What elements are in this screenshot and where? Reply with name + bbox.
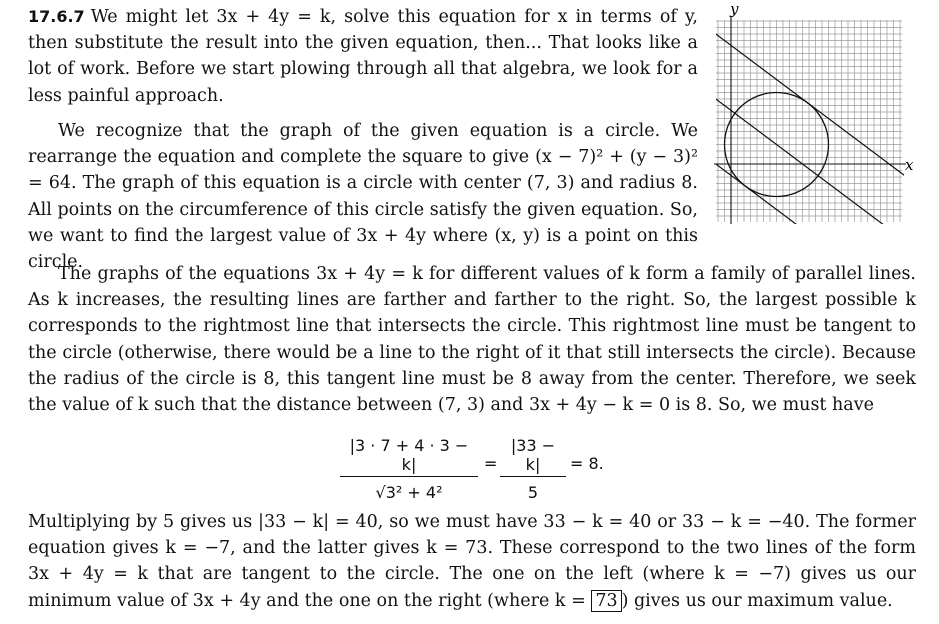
conclusion-text-before: Multiplying by 5 gives us |33 − k| = 40, so we must have 33 − k = 40 or 33 − k = −40. The former equation gives k = −7, and the latter gives k = 73. These correspond to the two lines of the form 3x + 4y = k that are tangent to the circle. The one on the left (where k = −7) gives us our minimum value of 3x + 4y and the one on the right (where k = — [28, 512, 916, 611]
grid-lines — [716, 20, 902, 222]
answer-box: 73 — [591, 590, 621, 612]
paragraph-circle: We recognize that the graph of the given equation is a circle. We rearrange the equation and complete the square to give (x − 7)² + (y − 3)² = 64. The graph of this equation is a circle with center (7, 3) and radius 8. All points on the circumference of this circle satisfy the given equation. So, we want to find the largest value of 3x + 4y where (x, y) is a point on this circle. — [28, 121, 698, 273]
equals-sign: = — [484, 454, 498, 473]
fraction-right-numerator: |33 − k| — [500, 436, 566, 477]
conclusion-text-after: ) gives us our maximum value. — [621, 590, 893, 611]
paragraph-intro-text: We might let 3x + 4y = k, solve this equation for x in terms of y, then substitute the result into the given equation, then... That looks like a lot of work. Before we start plowing through all that algebra, we look for a less painful approach. — [28, 7, 698, 106]
fraction-left-numerator: |3 · 7 + 4 · 3 − k| — [340, 436, 478, 477]
y-axis-label: y — [730, 0, 739, 18]
distance-equation — [340, 436, 610, 502]
fraction-left-denominator: √3² + 4² — [375, 483, 443, 502]
paragraph-intro — [28, 4, 698, 109]
equals-eight: = 8. — [570, 454, 604, 473]
paragraph-conclusion — [28, 509, 916, 614]
circle-graph — [710, 0, 920, 232]
problem-number: 17.6.7 — [28, 7, 85, 26]
fraction-right — [500, 436, 566, 502]
fraction-right-denominator: 5 — [527, 483, 539, 502]
paragraph-tangent: The graphs of the equations 3x + 4y = k for different values of k form a family of parallel lines. As k increases, the resulting lines are farther and farther to the right. So, the largest possible k corresponds to the rightmost line that intersects the circle. This rightmost line must be tangent to the circle (otherwise, there would be a line to the right of it that still intersects the circle). Because the radius of the circle is 8, this tangent line must be 8 away from the center. Therefore, we seek the value of k such that the distance between (7, 3) and 3x + 4y − k = 0 is 8. So, we must have — [28, 264, 916, 416]
fraction-left — [340, 436, 478, 502]
x-axis-label: x — [905, 156, 914, 174]
